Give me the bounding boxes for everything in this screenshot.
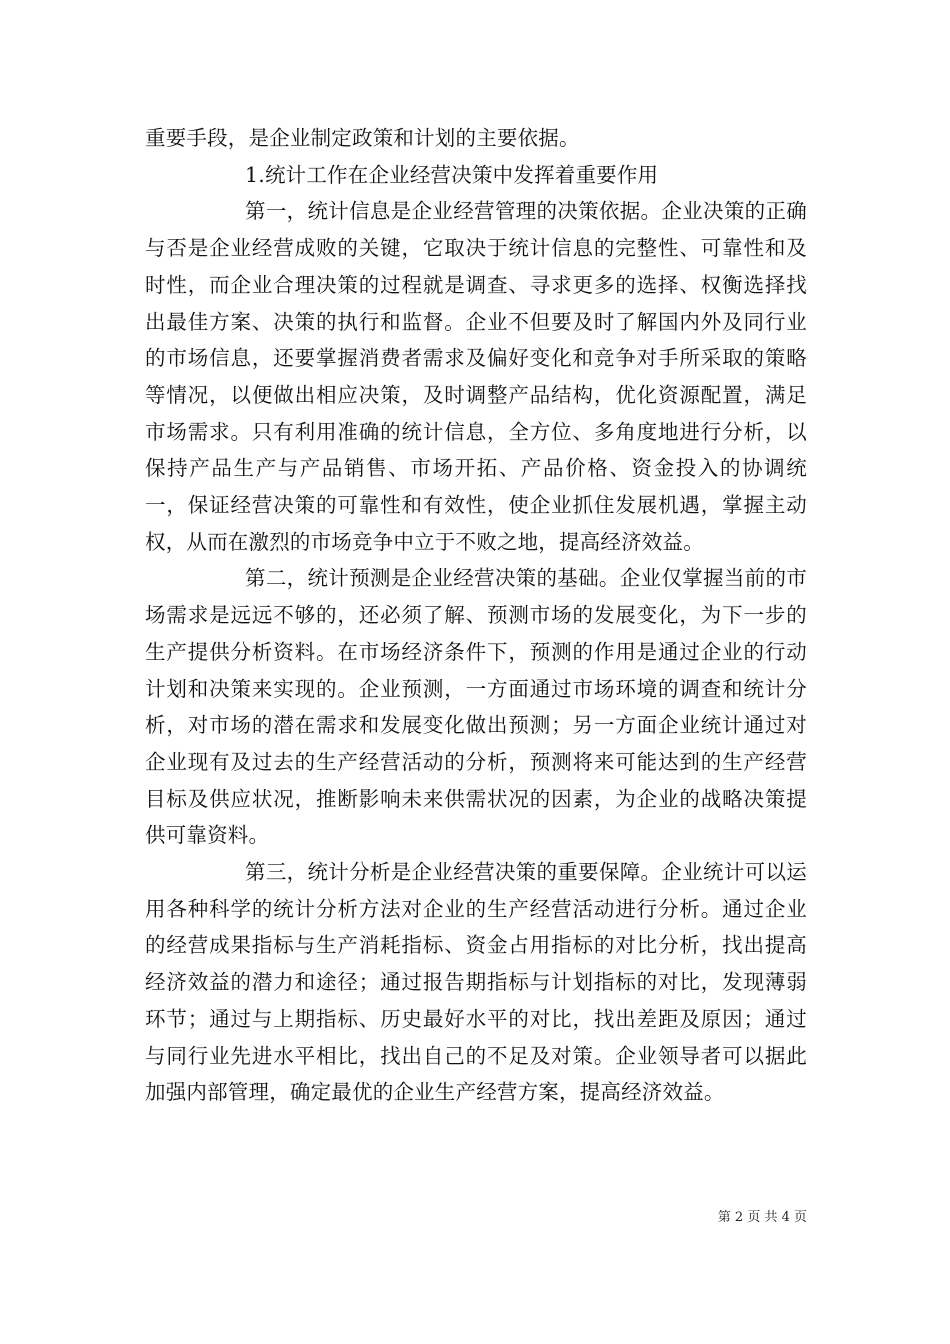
paragraph-first: 第一，统计信息是企业经营管理的决策依据。企业决策的正确与否是企业经营成败的关键，它取决于统计信息的完整性、可靠性和及时性，而企业合理决策的过程就是调查、寻求更多的选择、权衡选择找出最佳方案、决策的执行和监督。企业不但要及时了解国内外及同行业的市场信息，还要掌握消费者需求及偏好变化和竞争对手所采取的策略等情况，以便做出相应决策，及时调整产品结构，优化资源配置，满足市场需求。只有利用准确的统计信息，全方位、多角度地进行分析，以保持产品生产与产品销售、市场开拓、产品价格、资金投入的协调统一，保证经营决策的可靠性和有效性，使企业抓住发展机遇，掌握主动权，从而在激烈的市场竞争中立于不败之地，提高经济效益。 bbox=[145, 199, 807, 554]
paragraph-second: 第二，统计预测是企业经营决策的基础。企业仅掌握当前的市场需求是远远不够的，还必须了解、预测市场的发展变化，为下一步的生产提供分析资料。在市场经济条件下，预测的作用是通过企业的行动计划和决策来实现的。企业预测，一方面通过市场环境的调查和统计分析，对市场的潜在需求和发展变化做出预测；另一方面企业统计通过对企业现有及过去的生产经营活动的分析，预测将来可能达到的生产经营目标及供应状况，推断影响未来供需状况的因素，为企业的战略决策提供可靠资料。 bbox=[145, 566, 807, 848]
continuation-paragraph: 重要手段，是企业制定政策和计划的主要依据。 bbox=[145, 126, 580, 150]
section-heading: 1.统计工作在企业经营决策中发挥着重要作用 bbox=[245, 162, 659, 187]
page-number-footer: 第 2 页 共 4 页 bbox=[717, 1210, 807, 1225]
document-body bbox=[145, 120, 807, 1111]
paragraph-third: 第三，统计分析是企业经营决策的重要保障。企业统计可以运用各种科学的统计分析方法对企业的生产经营活动进行分析。通过企业的经营成果指标与生产消耗指标、资金占用指标的对比分析，找出提高经济效益的潜力和途径；通过报告期指标与计划指标的对比，发现薄弱环节；通过与上期指标、历史最好水平的对比，找出差距及原因；通过与同行业先进水平相比，找出自己的不足及对策。企业领导者可以据此加强内部管理，确定最优的企业生产经营方案，提高经济效益。 bbox=[145, 860, 807, 1105]
